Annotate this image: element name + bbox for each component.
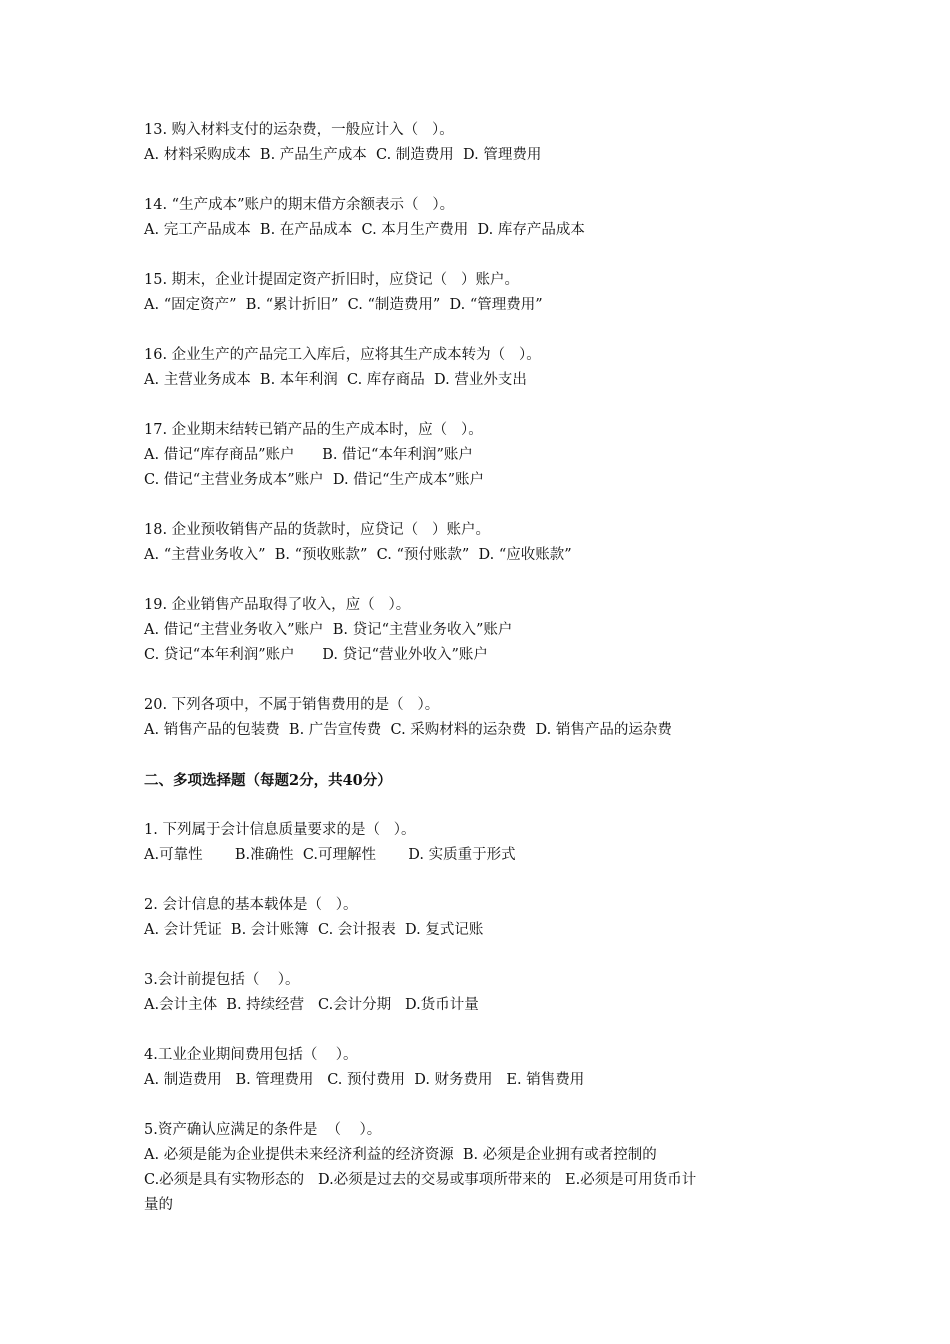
question-18: 18. 企业预收销售产品的货款时，应贷记（ ）账户。: [144, 522, 490, 538]
options-14: A. 完工产品成本 B. 在产品成本 C. 本月生产费用 D. 库存产品成本: [144, 222, 585, 238]
section-title-multiple-choice: 二、多项选择题（每题2分，共40分）: [144, 772, 392, 789]
options-13: A. 材料采购成本 B. 产品生产成本 C. 制造费用 D. 管理费用: [144, 147, 542, 163]
exam-page: [144, 118, 824, 1218]
mc-options-4: A. 制造费用 B. 管理费用 C. 预付费用 D. 财务费用 E. 销售费用: [144, 1072, 585, 1088]
options-19-line-2: C. 贷记“本年利润”账户 D. 贷记“营业外收入”账户: [144, 647, 488, 663]
options-20: A. 销售产品的包装费 B. 广告宣传费 C. 采购材料的运杂费 D. 销售产品的运杂费: [144, 722, 672, 738]
question-14: 14. “生产成本”账户的期末借方余额表示（ ）。: [144, 197, 455, 213]
question-17: 17. 企业期末结转已销产品的生产成本时，应（ ）。: [144, 422, 483, 438]
question-13: 13. 购入材料支付的运杂费，一般应计入（ ）。: [144, 122, 454, 138]
question-19: 19. 企业销售产品取得了收入，应（ ）。: [144, 597, 411, 613]
question-20: 20. 下列各项中，不属于销售费用的是（ ）。: [144, 697, 440, 713]
options-15: A. “固定资产” B. “累计折旧” C. “制造费用” D. “管理费用”: [144, 297, 543, 313]
mc-options-5-line-2: C.必须是具有实物形态的 D.必须是过去的交易或事项所带来的 E.必须是可用货币计: [144, 1172, 697, 1188]
options-17-line-1: A. 借记“库存商品”账户 B. 借记“本年利润”账户: [144, 447, 473, 463]
options-19-line-1: A. 借记“主营业务收入”账户 B. 贷记“主营业务收入”账户: [144, 622, 513, 638]
options-16: A. 主营业务成本 B. 本年利润 C. 库存商品 D. 营业外支出: [144, 372, 527, 388]
mc-question-5: 5.资产确认应满足的条件是 （ ）。: [144, 1122, 382, 1138]
mc-question-3: 3.会计前提包括（ ）。: [144, 972, 300, 988]
mc-question-4: 4.工业企业期间费用包括（ ）。: [144, 1047, 358, 1063]
mc-options-3: A.会计主体 B. 持续经营 C.会计分期 D.货币计量: [144, 997, 479, 1013]
mc-options-5-line-1: A. 必须是能为企业提供未来经济利益的经济资源 B. 必须是企业拥有或者控制的: [144, 1147, 657, 1163]
mc-question-1: 1. 下列属于会计信息质量要求的是（ ）。: [144, 822, 416, 838]
mc-question-2: 2. 会计信息的基本载体是（ ）。: [144, 897, 358, 913]
mc-options-2: A. 会计凭证 B. 会计账簿 C. 会计报表 D. 复式记账: [144, 922, 484, 938]
mc-options-1: A.可靠性 B.准确性 C.可理解性 D. 实质重于形式: [144, 847, 516, 863]
options-17-line-2: C. 借记“主营业务成本”账户 D. 借记“生产成本”账户: [144, 472, 484, 488]
question-16: 16. 企业生产的产品完工入库后，应将其生产成本转为（ ）。: [144, 347, 541, 363]
question-15: 15. 期末，企业计提固定资产折旧时，应贷记（ ）账户。: [144, 272, 519, 288]
options-18: A. “主营业务收入” B. “预收账款” C. “预付账款” D. “应收账款”: [144, 547, 572, 563]
mc-options-5-line-3: 量的: [144, 1197, 173, 1213]
